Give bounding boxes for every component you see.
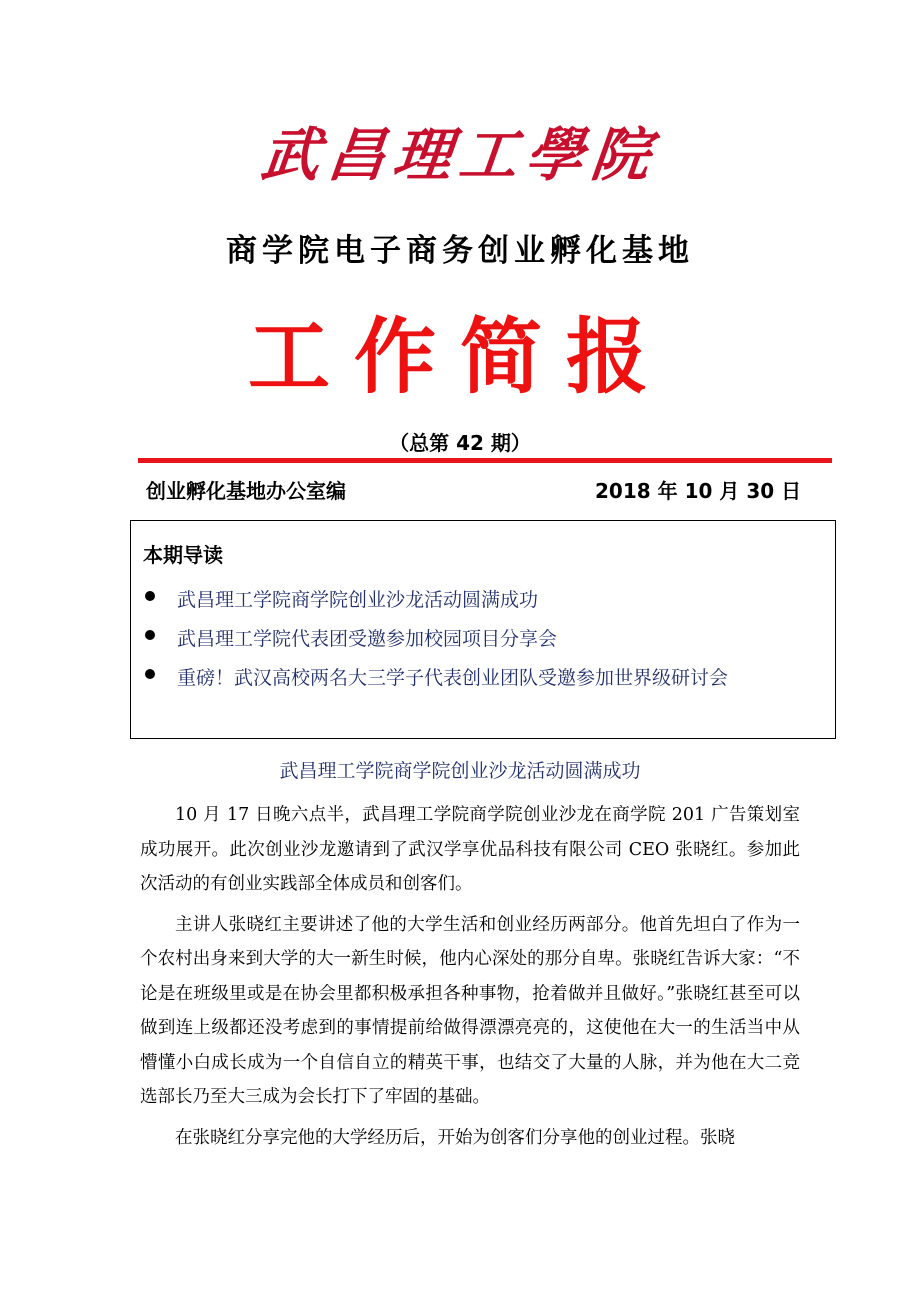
editor-line: 创业孵化基地办公室编 xyxy=(146,479,346,503)
guide-item-text: 武昌理工学院代表团受邀参加校园项目分享会 xyxy=(177,628,558,650)
red-divider xyxy=(138,458,832,463)
school-logo: 武昌理工學院 xyxy=(257,121,662,189)
guide-item xyxy=(143,585,728,624)
article-paragraph: 10 月 17 日晚六点半，武昌理工学院商学院创业沙龙在商学院 201 广告策划室成功展开。此次创业沙龙邀请到了武汉学享优品科技有限公司 CEO 张晓红。参加此次活动的有创业实践部全体成员和创客们。 xyxy=(140,805,800,894)
guide-item-text: 武昌理工学院商学院创业沙龙活动圆满成功 xyxy=(177,589,539,611)
guide-item xyxy=(143,663,728,702)
guide-list xyxy=(143,585,728,702)
bulletin-title: 工作简报 xyxy=(247,310,672,405)
base-subtitle: 商学院电子商务创业孵化基地 xyxy=(226,233,694,269)
issue-number: （总第 42 期） xyxy=(389,431,531,455)
article-title: 武昌理工学院商学院创业沙龙活动圆满成功 xyxy=(279,760,641,782)
article-paragraph: 主讲人张晓红主要讲述了他的大学生活和创业经历两部分。他首先坦白了作为一个农村出身来到大学的大一新生时候，他内心深处的那分自卑。张晓红告诉大家：“不论是在班级里或是在协会里都积极承担各种事物，抢着做并且做好。”张晓红甚至可以做到连上级都还没考虑到的事情提前给做得漂漂亮亮的，这使他在大一的生活当中从懵懂小白成长成为一个自信自立的精英干事，也结交了大量的人脉，并为他在大二竞选部长乃至大三成为会长打下了牢固的基础。 xyxy=(140,914,800,1107)
guide-item-text: 重磅！武汉高校两名大三学子代表创业团队受邀参加世界级研讨会 xyxy=(177,667,729,689)
guide-box xyxy=(130,520,836,739)
guide-item xyxy=(143,624,728,663)
bullet-icon xyxy=(145,669,155,679)
guide-title: 本期导读 xyxy=(143,543,223,567)
bullet-icon xyxy=(145,591,155,601)
bullet-icon xyxy=(145,630,155,640)
article-body xyxy=(140,798,800,1155)
article-paragraph: 在张晓红分享完他的大学经历后，开始为创客们分享他的创业过程。张晓 xyxy=(175,1127,735,1148)
publish-date: 2018 年 10 月 30 日 xyxy=(595,479,802,503)
